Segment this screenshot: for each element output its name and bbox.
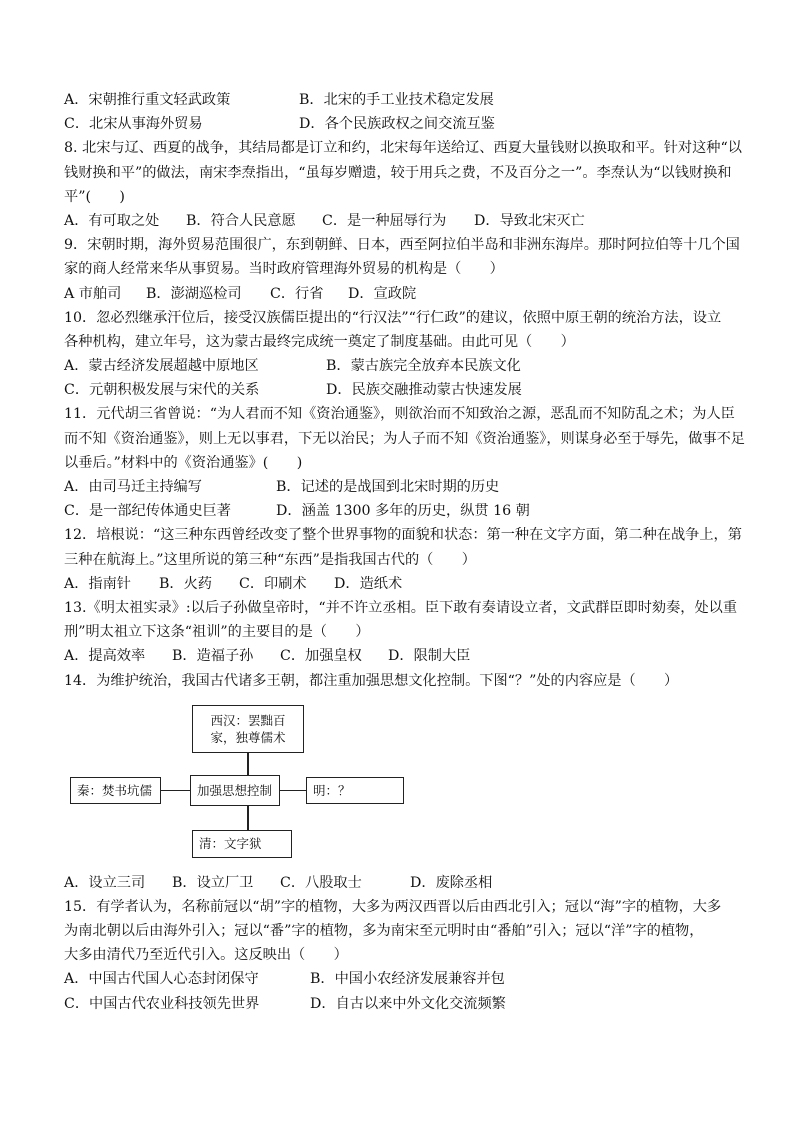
- q8-stem-line-2: 钱财换和平”的做法，南宋李焘指出，“虽每岁赠遗，较于用兵之费，不及百分之一”。李焘认为“以钱财换和: [64, 164, 732, 181]
- q10-option-b[interactable]: B．蒙古族完全放弃本民族文化: [326, 358, 521, 375]
- q8-stem-line-3: 平”( ): [64, 188, 125, 205]
- q11-option-d[interactable]: D．涵盖 1300 多年的历史，纵贯 16 朝: [276, 503, 530, 520]
- q12-options-row: [64, 572, 742, 596]
- q10-options-row-2: [64, 378, 742, 402]
- q9-stem-line-1: 9．宋朝时期，海外贸易范围很广，东到朝鲜、日本，西至阿拉伯半岛和非洲东海岸。那时阿拉伯等十几个国: [64, 237, 740, 254]
- q13-option-b[interactable]: B．造福子孙: [172, 648, 254, 665]
- q14-stem-line-1: 14．为维护统治，我国古代诸多王朝，都注重加强思想文化控制。下图“？”处的内容应是（ ）: [64, 672, 679, 689]
- q9-stem-line-2: 家的商人经常来华从事贸易。当时政府管理海外贸易的机构是（ ）: [64, 261, 504, 278]
- q8-options-row: [64, 209, 742, 233]
- q12-stem-line-2: 三种在航海上。”这里所说的第三种“东西”是指我国古代的（ ）: [64, 551, 476, 568]
- q12-option-d[interactable]: D．造纸术: [334, 575, 403, 592]
- q8-stem-line-1: 8. 北宋与辽、西夏的战争，其结局都是订立和约，北宋每年送给辽、西夏大量钱财以换取和平。针对这种“以: [64, 140, 742, 157]
- diagram-box-qing: 清：文字狱: [192, 830, 292, 858]
- diagram-box-xihan-line-2: 家，独尊儒术: [210, 729, 286, 745]
- q8-option-c[interactable]: C．是一种屈辱行为: [322, 212, 447, 229]
- q7-option-c[interactable]: C．北宋从事海外贸易: [64, 116, 203, 133]
- diagram-box-ming: 明：？: [306, 777, 404, 804]
- q11-option-b[interactable]: B．记述的是战国到北宋时期的历史: [276, 479, 500, 495]
- q11-options-row-2: [64, 499, 742, 523]
- q14-option-b[interactable]: B．设立厂卫: [172, 874, 254, 891]
- q8-option-b[interactable]: B．符合人民意愿: [186, 212, 296, 229]
- q11-stem-line-3: 以垂后。”材料中的《资治通鉴》( ): [64, 454, 303, 471]
- q13-option-c[interactable]: C．加强皇权: [280, 648, 362, 665]
- q10-option-a[interactable]: A．蒙古经济发展超越中原地区: [64, 358, 259, 375]
- diagram-box-center: 加强思想控制: [190, 775, 280, 806]
- q9-option-a[interactable]: A 市舶司: [64, 285, 122, 302]
- q10-option-c[interactable]: C．元朝积极发展与宋代的关系: [64, 382, 260, 399]
- q9-option-d[interactable]: D．宣政院: [348, 285, 417, 302]
- q11-option-c[interactable]: C．是一部纪传体通史巨著: [64, 503, 231, 520]
- q13-option-a[interactable]: A．提高效率: [64, 648, 146, 665]
- q15-options-row-2: [64, 992, 742, 1016]
- q13-stem-line-2: 刑”明太祖立下这条“祖训”的主要目的是（ ）: [64, 624, 370, 641]
- q15-option-b[interactable]: B．中国小农经济发展兼容并包: [310, 971, 505, 988]
- q10-options-row-1: [64, 354, 742, 378]
- connector-left: [161, 790, 190, 792]
- q12-option-a[interactable]: A．指南针: [64, 575, 131, 592]
- q15-option-c[interactable]: C．中国古代农业科技领先世界: [64, 995, 260, 1012]
- exam-page: [64, 88, 745, 1016]
- q11-stem-line-2: 而不知《资治通鉴》，则上无以事君，下无以治民；为人子而不知《资治通鉴》，则谋身必至于辱先，做事不足: [64, 430, 745, 447]
- connector-top: [247, 753, 249, 775]
- q15-stem-line-3: 大多由清代乃至近代引入。这反映出（ ）: [64, 947, 348, 964]
- q11-option-a[interactable]: A．由司马迁主持编写: [64, 479, 202, 495]
- q7-option-a[interactable]: A．宋朝推行重文轻武政策: [64, 92, 231, 108]
- q13-option-d[interactable]: D．限制大臣: [388, 648, 471, 665]
- q14-option-c[interactable]: C．八股取士: [280, 874, 362, 891]
- diagram-box-qin: 秦：焚书坑儒: [70, 777, 161, 804]
- q10-option-d[interactable]: D．民族交融推动蒙古快速发展: [326, 382, 522, 399]
- q14-diagram: [64, 699, 742, 867]
- q14-options-row: [64, 871, 742, 895]
- q13-stem-line-1: 13.《明太祖实录》:以后子孙做皇帝时，“并不许立丞相。臣下敢有奏请设立者，文武群臣即时劾奏，处以重: [64, 599, 738, 616]
- q14-option-d[interactable]: D．废除丞相: [410, 874, 493, 891]
- q7-option-d[interactable]: D．各个民族政权之间交流互鉴: [299, 116, 495, 133]
- connector-bottom: [247, 806, 249, 830]
- q15-stem-line-1: 15．有学者认为，名称前冠以“胡”字的植物，大多为两汉西晋以后由西北引入；冠以“海”字的植物，大多: [64, 898, 722, 915]
- q8-option-d[interactable]: D．导致北宋灭亡: [474, 212, 585, 229]
- connector-right: [280, 790, 306, 792]
- q10-stem-line-1: 10．忽必烈继承汗位后，接受汉族儒臣提出的“行汉法”“行仁政”的建议，依照中原王朝的统治方法，设立: [64, 309, 722, 326]
- q7-options-row-2: [64, 112, 742, 136]
- q14-option-a[interactable]: A．设立三司: [64, 874, 146, 891]
- q10-stem-line-2: 各种机构，建立年号，这为蒙古最终完成统一奠定了制度基础。由此可见（ ）: [64, 333, 575, 350]
- q7-option-b[interactable]: B．北宋的手工业技术稳定发展: [299, 92, 494, 108]
- q12-option-c[interactable]: C．印刷术: [239, 575, 307, 592]
- q9-option-c[interactable]: C．行省: [270, 285, 324, 302]
- q12-option-b[interactable]: B．火药: [159, 575, 212, 592]
- diagram-box-xihan: [192, 705, 304, 753]
- q12-stem-line-1: 12．培根说：“这三种东西曾经改变了整个世界事物的面貌和状态：第一种在文字方面，第二种在战争上，第: [64, 527, 742, 544]
- q15-stem-line-2: 为南北朝以后由海外引入；冠以“番”字的植物，多为南宋至元明时由“番舶”引入；冠以“洋”字的植物，: [64, 923, 704, 940]
- q11-options-row-1: [64, 475, 742, 499]
- q13-options-row: [64, 644, 742, 668]
- q9-options-row: [64, 282, 742, 306]
- diagram-box-xihan-line-1: 西汉：罢黜百: [210, 712, 286, 728]
- q15-option-d[interactable]: D．自古以来中外文化交流频繁: [310, 995, 506, 1012]
- q7-options-row-1: [64, 88, 742, 112]
- q15-option-a[interactable]: A．中国古代国人心态封闭保守: [64, 971, 259, 988]
- q9-option-b[interactable]: B．澎湖巡检司: [146, 285, 242, 302]
- q8-option-a[interactable]: A．有可取之处: [64, 212, 160, 229]
- q11-stem-line-1: 11．元代胡三省曾说：“为人君而不知《资治通鉴》，则欲治而不知致治之源，恶乱而不知防乱之术；为人臣: [64, 406, 735, 423]
- q15-options-row-1: [64, 967, 742, 991]
